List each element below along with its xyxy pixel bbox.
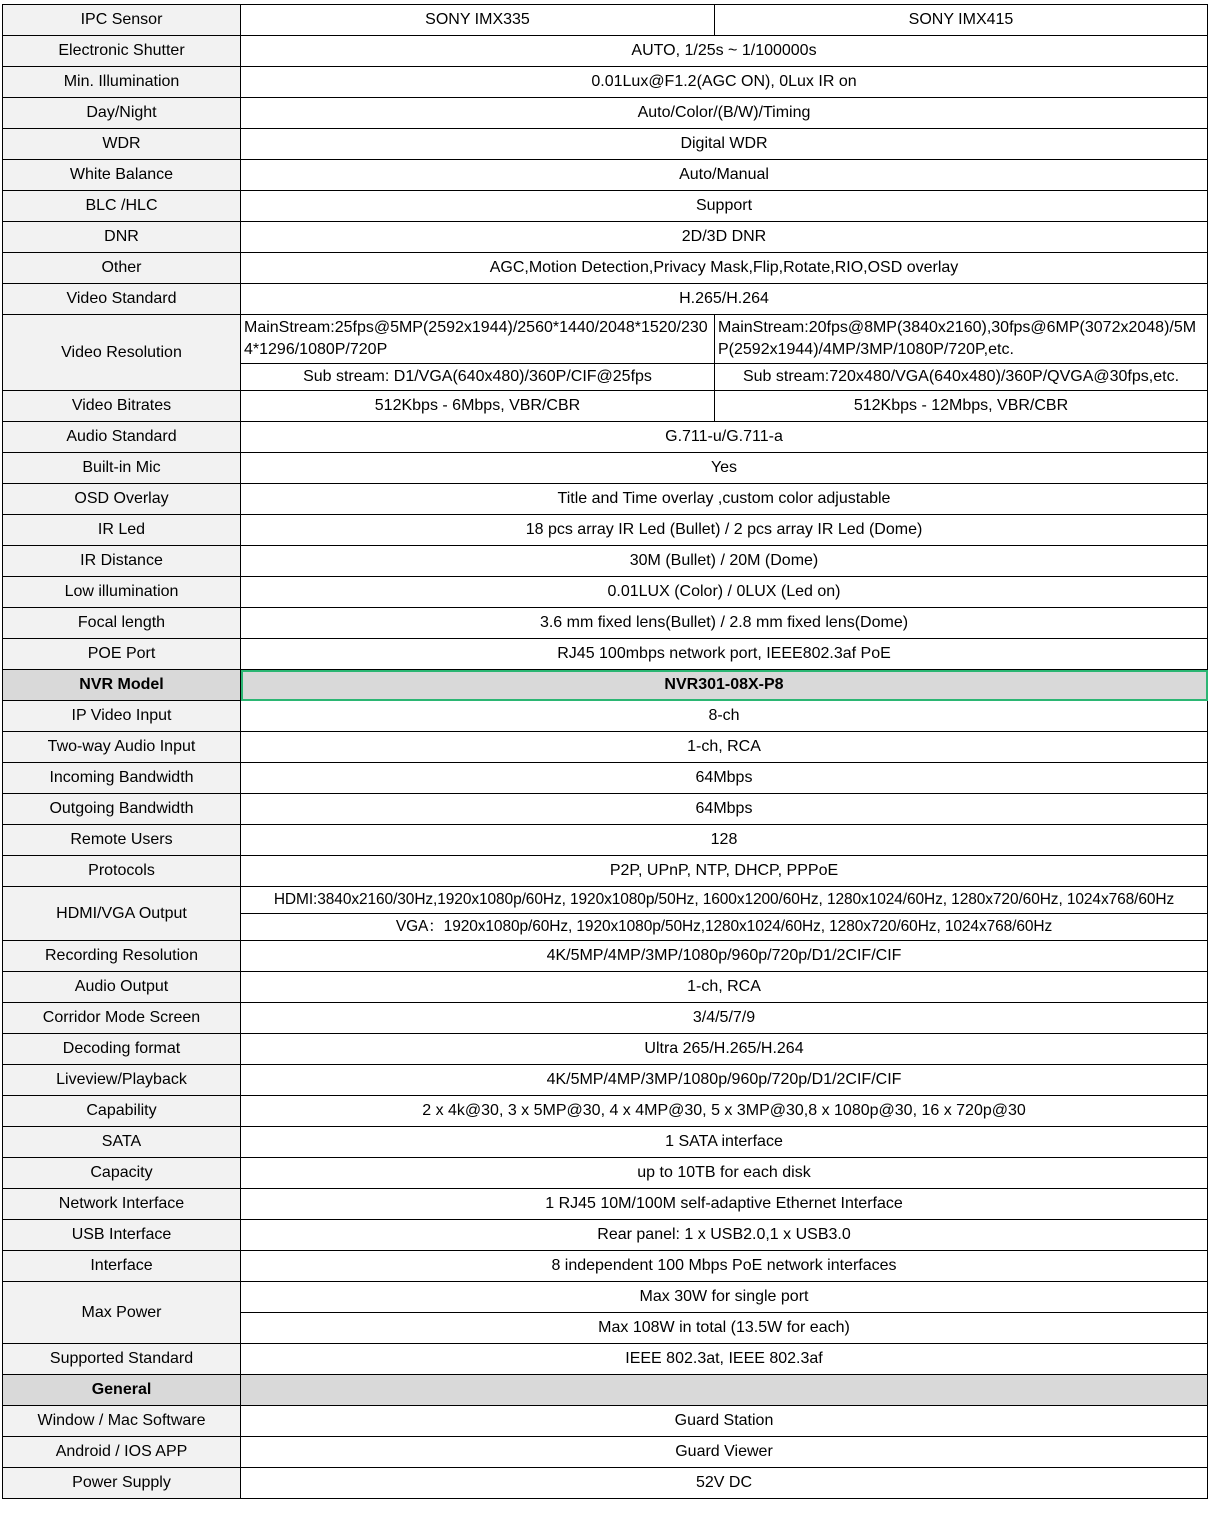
spec-label-outgoing-bandwidth: Outgoing Bandwidth	[3, 794, 241, 825]
spec-value: 4K/5MP/4MP/3MP/1080p/960p/720p/D1/2CIF/CIF	[241, 1065, 1208, 1096]
spec-row	[3, 253, 1208, 284]
spec-label-ip-video-input: IP Video Input	[3, 701, 241, 732]
spec-value-main-1: MainStream:25fps@5MP(2592x1944)/2560*1440/2048*1520/2304*1296/1080P/720P	[241, 315, 715, 364]
spec-row	[3, 1189, 1208, 1220]
spec-value-2: SONY IMX415	[715, 5, 1208, 36]
spec-row	[3, 1282, 1208, 1313]
spec-value: Auto/Manual	[241, 160, 1208, 191]
section-value	[241, 1375, 1208, 1406]
spec-row	[3, 1127, 1208, 1158]
spec-row	[3, 98, 1208, 129]
spec-value: Support	[241, 191, 1208, 222]
spec-value: G.711-u/G.711-a	[241, 422, 1208, 453]
spec-row	[3, 856, 1208, 887]
spec-label-wdr: WDR	[3, 129, 241, 160]
spec-row	[3, 67, 1208, 98]
spec-table	[2, 4, 1208, 1499]
spec-row	[3, 941, 1208, 972]
spec-value: 1 RJ45 10M/100M self-adaptive Ethernet Interface	[241, 1189, 1208, 1220]
spec-row	[3, 453, 1208, 484]
spec-label-day-night: Day/Night	[3, 98, 241, 129]
spec-value: 3/4/5/7/9	[241, 1003, 1208, 1034]
spec-label-white-balance: White Balance	[3, 160, 241, 191]
spec-row	[3, 577, 1208, 608]
spec-row	[3, 284, 1208, 315]
spec-value: 2 x 4k@30, 3 x 5MP@30, 4 x 4MP@30, 5 x 3MP@30,8 x 1080p@30, 16 x 720p@30	[241, 1096, 1208, 1127]
spec-label-recording-resolution: Recording Resolution	[3, 941, 241, 972]
spec-label-sata: SATA	[3, 1127, 241, 1158]
spec-value: 8 independent 100 Mbps PoE network interfaces	[241, 1251, 1208, 1282]
spec-label-supported-standard: Supported Standard	[3, 1344, 241, 1375]
spec-value: 18 pcs array IR Led (Bullet) / 2 pcs array IR Led (Dome)	[241, 515, 1208, 546]
spec-label-power-supply: Power Supply	[3, 1468, 241, 1499]
spec-value-line-2: VGA：1920x1080p/60Hz, 1920x1080p/50Hz,1280x1024/60Hz, 1280x720/60Hz, 1024x768/60Hz	[241, 914, 1208, 941]
spec-label-electronic-shutter: Electronic Shutter	[3, 36, 241, 67]
spec-row	[3, 391, 1208, 422]
spec-row	[3, 1034, 1208, 1065]
spec-row	[3, 160, 1208, 191]
spec-row	[3, 546, 1208, 577]
spec-row	[3, 129, 1208, 160]
spec-label-low-illumination: Low illumination	[3, 577, 241, 608]
spec-row	[3, 1406, 1208, 1437]
section-title: General	[3, 1375, 241, 1406]
spec-row	[3, 191, 1208, 222]
spec-label-max-power: Max Power	[3, 1282, 241, 1344]
spec-row	[3, 639, 1208, 670]
spec-row	[3, 1003, 1208, 1034]
spec-label-protocols: Protocols	[3, 856, 241, 887]
spec-label-decoding-format: Decoding format	[3, 1034, 241, 1065]
spec-value: 64Mbps	[241, 763, 1208, 794]
spec-row	[3, 887, 1208, 914]
section-value: NVR301-08X-P8	[241, 670, 1208, 701]
spec-label-incoming-bandwidth: Incoming Bandwidth	[3, 763, 241, 794]
spec-value: Auto/Color/(B/W)/Timing	[241, 98, 1208, 129]
spec-label-built-in-mic: Built-in Mic	[3, 453, 241, 484]
spec-value: AUTO, 1/25s ~ 1/100000s	[241, 36, 1208, 67]
spec-row	[3, 315, 1208, 364]
section-header-nvr-model	[3, 670, 1208, 701]
spec-value: 0.01Lux@F1.2(AGC ON), 0Lux IR on	[241, 67, 1208, 98]
spec-row	[3, 1096, 1208, 1127]
spec-value: 1-ch, RCA	[241, 972, 1208, 1003]
spec-value-sub-2: Sub stream:720x480/VGA(640x480)/360P/QVGA@30fps,etc.	[715, 364, 1208, 391]
spec-value: up to 10TB for each disk	[241, 1158, 1208, 1189]
spec-label-liveview-playback: Liveview/Playback	[3, 1065, 241, 1096]
spec-row	[3, 1220, 1208, 1251]
spec-label-video-bitrates: Video Bitrates	[3, 391, 241, 422]
spec-row	[3, 422, 1208, 453]
spec-value-1: 512Kbps - 6Mbps, VBR/CBR	[241, 391, 715, 422]
spec-row	[3, 608, 1208, 639]
spec-row	[3, 1251, 1208, 1282]
spec-value: Guard Viewer	[241, 1437, 1208, 1468]
spec-label-min-illumination: Min. Illumination	[3, 67, 241, 98]
spec-value-line-1: HDMI:3840x2160/30Hz,1920x1080p/60Hz, 1920x1080p/50Hz, 1600x1200/60Hz, 1280x1024/60Hz, 1280x720/60Hz, 1024x768/60Hz	[241, 887, 1208, 914]
spec-value: 3.6 mm fixed lens(Bullet) / 2.8 mm fixed lens(Dome)	[241, 608, 1208, 639]
spec-label-window-mac-software: Window / Mac Software	[3, 1406, 241, 1437]
spec-label-usb-interface: USB Interface	[3, 1220, 241, 1251]
spec-row	[3, 5, 1208, 36]
spec-value-2: 512Kbps - 12Mbps, VBR/CBR	[715, 391, 1208, 422]
spec-label-two-way-audio-input: Two-way Audio Input	[3, 732, 241, 763]
spec-label-network-interface: Network Interface	[3, 1189, 241, 1220]
spec-value: 52V DC	[241, 1468, 1208, 1499]
spec-value: 1-ch, RCA	[241, 732, 1208, 763]
spec-label-hdmi-vga-output: HDMI/VGA Output	[3, 887, 241, 941]
spec-value: IEEE 802.3at, IEEE 802.3af	[241, 1344, 1208, 1375]
spec-label-focal-length: Focal length	[3, 608, 241, 639]
spec-label-dnr: DNR	[3, 222, 241, 253]
spec-label-ir-led: IR Led	[3, 515, 241, 546]
spec-value: RJ45 100mbps network port, IEEE802.3af PoE	[241, 639, 1208, 670]
spec-row	[3, 825, 1208, 856]
spec-value: 30M (Bullet) / 20M (Dome)	[241, 546, 1208, 577]
spec-label-video-standard: Video Standard	[3, 284, 241, 315]
spec-row	[3, 36, 1208, 67]
spec-label-android-ios-app: Android / IOS APP	[3, 1437, 241, 1468]
spec-row	[3, 1437, 1208, 1468]
spec-label-poe-port: POE Port	[3, 639, 241, 670]
spec-value-line-2: Max 108W in total (13.5W for each)	[241, 1313, 1208, 1344]
spec-value: H.265/H.264	[241, 284, 1208, 315]
spec-value: Digital WDR	[241, 129, 1208, 160]
spec-row	[3, 701, 1208, 732]
section-header-general	[3, 1375, 1208, 1406]
spec-value: 64Mbps	[241, 794, 1208, 825]
spec-row	[3, 484, 1208, 515]
spec-value: Ultra 265/H.265/H.264	[241, 1034, 1208, 1065]
spec-row	[3, 222, 1208, 253]
spec-value-1: SONY IMX335	[241, 5, 715, 36]
spec-value: P2P, UPnP, NTP, DHCP, PPPoE	[241, 856, 1208, 887]
spec-label-remote-users: Remote Users	[3, 825, 241, 856]
spec-value: AGC,Motion Detection,Privacy Mask,Flip,Rotate,RIO,OSD overlay	[241, 253, 1208, 284]
spec-value: 8-ch	[241, 701, 1208, 732]
spec-label-video-resolution: Video Resolution	[3, 315, 241, 391]
spec-label-corridor-mode-screen: Corridor Mode Screen	[3, 1003, 241, 1034]
spec-row	[3, 972, 1208, 1003]
spec-value-line-1: Max 30W for single port	[241, 1282, 1208, 1313]
spec-label-interface: Interface	[3, 1251, 241, 1282]
spec-label-osd-overlay: OSD Overlay	[3, 484, 241, 515]
section-title: NVR Model	[3, 670, 241, 701]
spec-label-capability: Capability	[3, 1096, 241, 1127]
spec-label-audio-output: Audio Output	[3, 972, 241, 1003]
spec-value: 2D/3D DNR	[241, 222, 1208, 253]
spec-value-main-2: MainStream:20fps@8MP(3840x2160),30fps@6MP(3072x2048)/5MP(2592x1944)/4MP/3MP/1080P/720P,etc.	[715, 315, 1208, 364]
spec-row	[3, 1344, 1208, 1375]
spec-value: Yes	[241, 453, 1208, 484]
spec-value: 4K/5MP/4MP/3MP/1080p/960p/720p/D1/2CIF/CIF	[241, 941, 1208, 972]
spec-value: 0.01LUX (Color) / 0LUX (Led on)	[241, 577, 1208, 608]
spec-row	[3, 1468, 1208, 1499]
spec-label-blc-hlc: BLC /HLC	[3, 191, 241, 222]
spec-value: 128	[241, 825, 1208, 856]
spec-value: 1 SATA interface	[241, 1127, 1208, 1158]
spec-row	[3, 763, 1208, 794]
spec-label-capacity: Capacity	[3, 1158, 241, 1189]
spec-row	[3, 1065, 1208, 1096]
spec-value: Title and Time overlay ,custom color adjustable	[241, 484, 1208, 515]
spec-row	[3, 732, 1208, 763]
spec-label-audio-standard: Audio Standard	[3, 422, 241, 453]
spec-label-ipc-sensor: IPC Sensor	[3, 5, 241, 36]
spec-row	[3, 794, 1208, 825]
spec-row	[3, 515, 1208, 546]
spec-row	[3, 1158, 1208, 1189]
spec-value: Rear panel: 1 x USB2.0,1 x USB3.0	[241, 1220, 1208, 1251]
spec-value-sub-1: Sub stream: D1/VGA(640x480)/360P/CIF@25fps	[241, 364, 715, 391]
spec-label-other: Other	[3, 253, 241, 284]
spec-value: Guard Station	[241, 1406, 1208, 1437]
spec-label-ir-distance: IR Distance	[3, 546, 241, 577]
